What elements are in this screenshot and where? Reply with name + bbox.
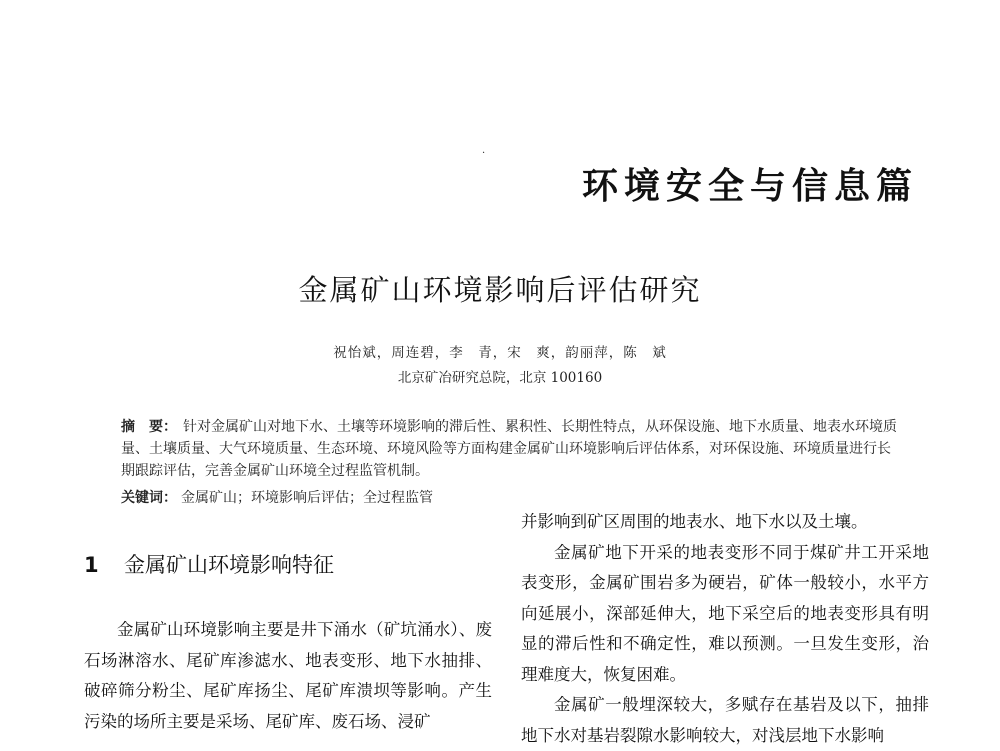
- section-heading: [84, 549, 334, 579]
- abstract-text: 针对金属矿山对地下水、土壤等环境影响的滞后性、累积性、长期性特点，从环保设施、地下水质量、地表水环境质量、土壤质量、大气环境质量、生态环境、环境风险等方面构建金属矿山环境影响后评估体系，对环保设施、环境质量进行长期跟踪评估，完善金属矿山环境全过程监管机制。: [121, 419, 897, 479]
- body-paragraph: 金属矿山环境影响主要是井下涌水（矿坑涌水）、废石场淋溶水、尾矿库渗滤水、地表变形、地下水抽排、破碎筛分粉尘、尾矿库扬尘、尾矿库溃坝等影响。产生污染的场所主要是采场、尾矿库、废石场、浸矿: [84, 620, 492, 731]
- section-title: 环境安全与信息篇: [581, 166, 918, 207]
- author-list: 祝怡斌，周连碧，李 青，宋 爽，韵丽萍，陈 斌: [333, 345, 667, 361]
- abstract: [121, 416, 901, 482]
- abstract-label: 摘 要：: [121, 419, 177, 435]
- affiliation: 北京矿冶研究总院，北京 100160: [397, 370, 603, 386]
- body-paragraph: 并影响到矿区周围的地表水、地下水以及土壤。: [521, 512, 868, 531]
- body-column-right: [521, 507, 929, 745]
- body-paragraph: 金属矿地下开采的地表变形不同于煤矿井工开采地表变形，金属矿围岩多为硬岩，矿体一般较小，水平方向延展小，深部延伸大，地下采空后的地表变形具有明显的滞后性和不确定性，难以预测。一旦发生变形，治理难度大，恢复困难。: [521, 542, 929, 684]
- section-heading-number: 1: [84, 553, 99, 577]
- body-column-left: [84, 615, 492, 731]
- keywords: [121, 487, 901, 509]
- body-paragraph: 金属矿一般埋深较大，多赋存在基岩及以下，抽排地下水对基岩裂隙水影响较大，对浅层地下水影响: [521, 695, 929, 745]
- section-heading-text: 金属矿山环境影响特征: [124, 553, 334, 577]
- keywords-label: 关键词：: [121, 490, 177, 506]
- keywords-text: 金属矿山；环境影响后评估；全过程监管: [181, 490, 433, 506]
- stray-mark: ·: [482, 148, 486, 159]
- paper-title: 金属矿山环境影响后评估研究: [298, 273, 702, 307]
